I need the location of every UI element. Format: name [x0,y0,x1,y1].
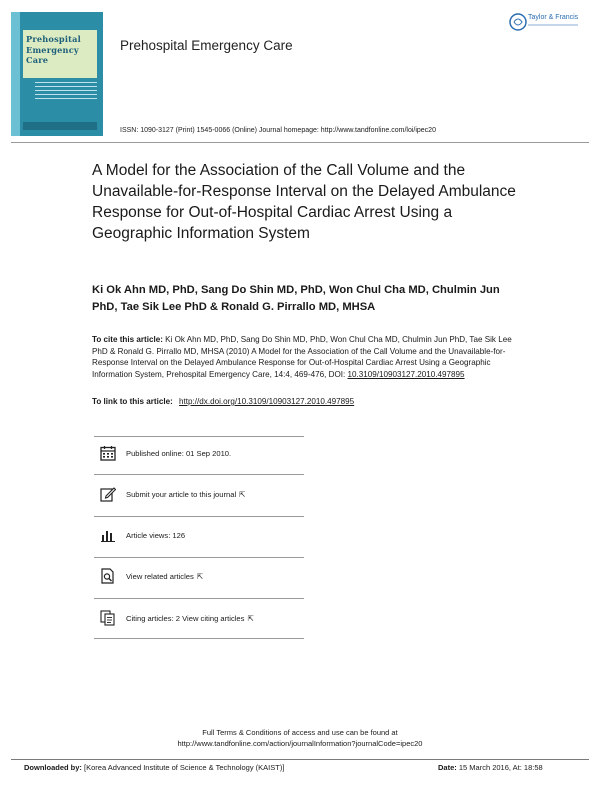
related-articles-text[interactable]: View related articles [126,571,194,581]
terms-line1: Full Terms & Conditions of access and use can be found at [202,728,398,737]
journal-name[interactable]: Prehospital Emergency Care [120,38,293,53]
downloaded-by-value: [Korea Advanced Institute of Science & Technology (KAIST)] [84,763,285,772]
download-date-value: 15 March 2016, At: 18:58 [458,763,543,772]
publisher-logo-underline [528,24,578,26]
submit-article-text[interactable]: Submit your article to this journal [126,489,237,499]
calendar-icon [100,445,116,461]
cover-title [23,30,97,78]
published-online-text: Published online: 01 Sep 2010. [126,448,232,458]
article-link-line [92,397,522,406]
article-link-label: To link to this article: [92,397,173,406]
issn-line [120,127,436,134]
citations-icon [100,610,116,626]
publisher-logo-text: Taylor & Francis [528,14,579,21]
article-authors: Ki Ok Ahn MD, PhD, Sang Do Shin MD, PhD, Won Chul Cha MD, Chulmin Jun PhD, Tae Sik Lee PhD & Ronald G. Pirrallo MD, MHSA [92,284,500,313]
download-date-label: Date: [438,763,457,772]
terms-footer [0,727,600,749]
citation-doi-link[interactable]: 10.3109/10903127.2010.497895 [347,369,465,379]
related-articles-row[interactable] [100,568,203,584]
info-divider [94,638,304,639]
header-divider [11,142,589,143]
article-title: A Model for the Association of the Call Volume and the Unavailable-for-Response Interval on the Delayed Ambulance Response for Out-of-Hospital Cardiac Arrest Using a Geographic Information System [92,162,516,242]
downloaded-by [24,763,284,772]
external-link-icon: ⇱ [247,613,254,623]
citation-label: To cite this article: [92,335,163,344]
published-online-row [100,445,231,461]
cover-title-line1: Prehospital [26,34,81,44]
cover-text-lines [35,82,97,112]
cover-title-line2: Emergency Care [26,45,79,65]
info-divider [94,516,304,517]
citing-articles-row[interactable] [100,610,254,626]
search-document-icon [100,568,116,584]
submit-article-row[interactable] [100,486,245,502]
download-date [438,763,543,772]
info-divider [94,598,304,599]
article-doi-url[interactable]: http://dx.doi.org/10.3109/10903127.2010.497895 [179,397,355,406]
issn-text: ISSN: 1090-3127 (Print) 1545-0066 (Online) Journal homepage: [120,127,319,134]
info-divider [94,474,304,475]
downloaded-by-label: Downloaded by: [24,763,82,772]
journal-cover [11,12,103,136]
article-views-row [100,527,185,543]
citing-articles-text[interactable]: Citing articles: 2 View citing articles [126,613,245,623]
edit-icon [100,486,116,502]
external-link-icon: ⇱ [239,489,246,499]
publisher-logo-icon [508,12,528,32]
external-link-icon: ⇱ [196,571,204,581]
article-views-text: Article views: 126 [126,530,186,540]
info-divider [94,557,304,558]
citation-block [92,334,522,380]
journal-homepage-link[interactable]: http://www.tandfonline.com/loi/ipec20 [320,127,436,134]
citation-text: Ki Ok Ahn MD, PhD, Sang Do Shin MD, PhD, Won Chul Cha MD, Chulmin Jun PhD, Tae Sik Lee PhD & Ronald G. Pirrallo MD, MHSA (2010) A Model for the Association of the Call Volume and the Unavailable-for-Response Interval on the Delayed Ambulance Response for Out-of-Hospital Cardiac Arrest Using a Geographic Information System, Prehospital Emergency Care, 14:4, 469-476, DOI: [92,335,512,379]
cover-bottom-band [23,122,97,130]
cover-strip [11,12,20,136]
terms-url[interactable]: http://www.tandfonline.com/action/journalInformation?journalCode=ipec20 [177,739,423,748]
info-divider [94,436,304,437]
footer-divider [11,759,589,760]
bar-chart-icon [100,527,116,543]
